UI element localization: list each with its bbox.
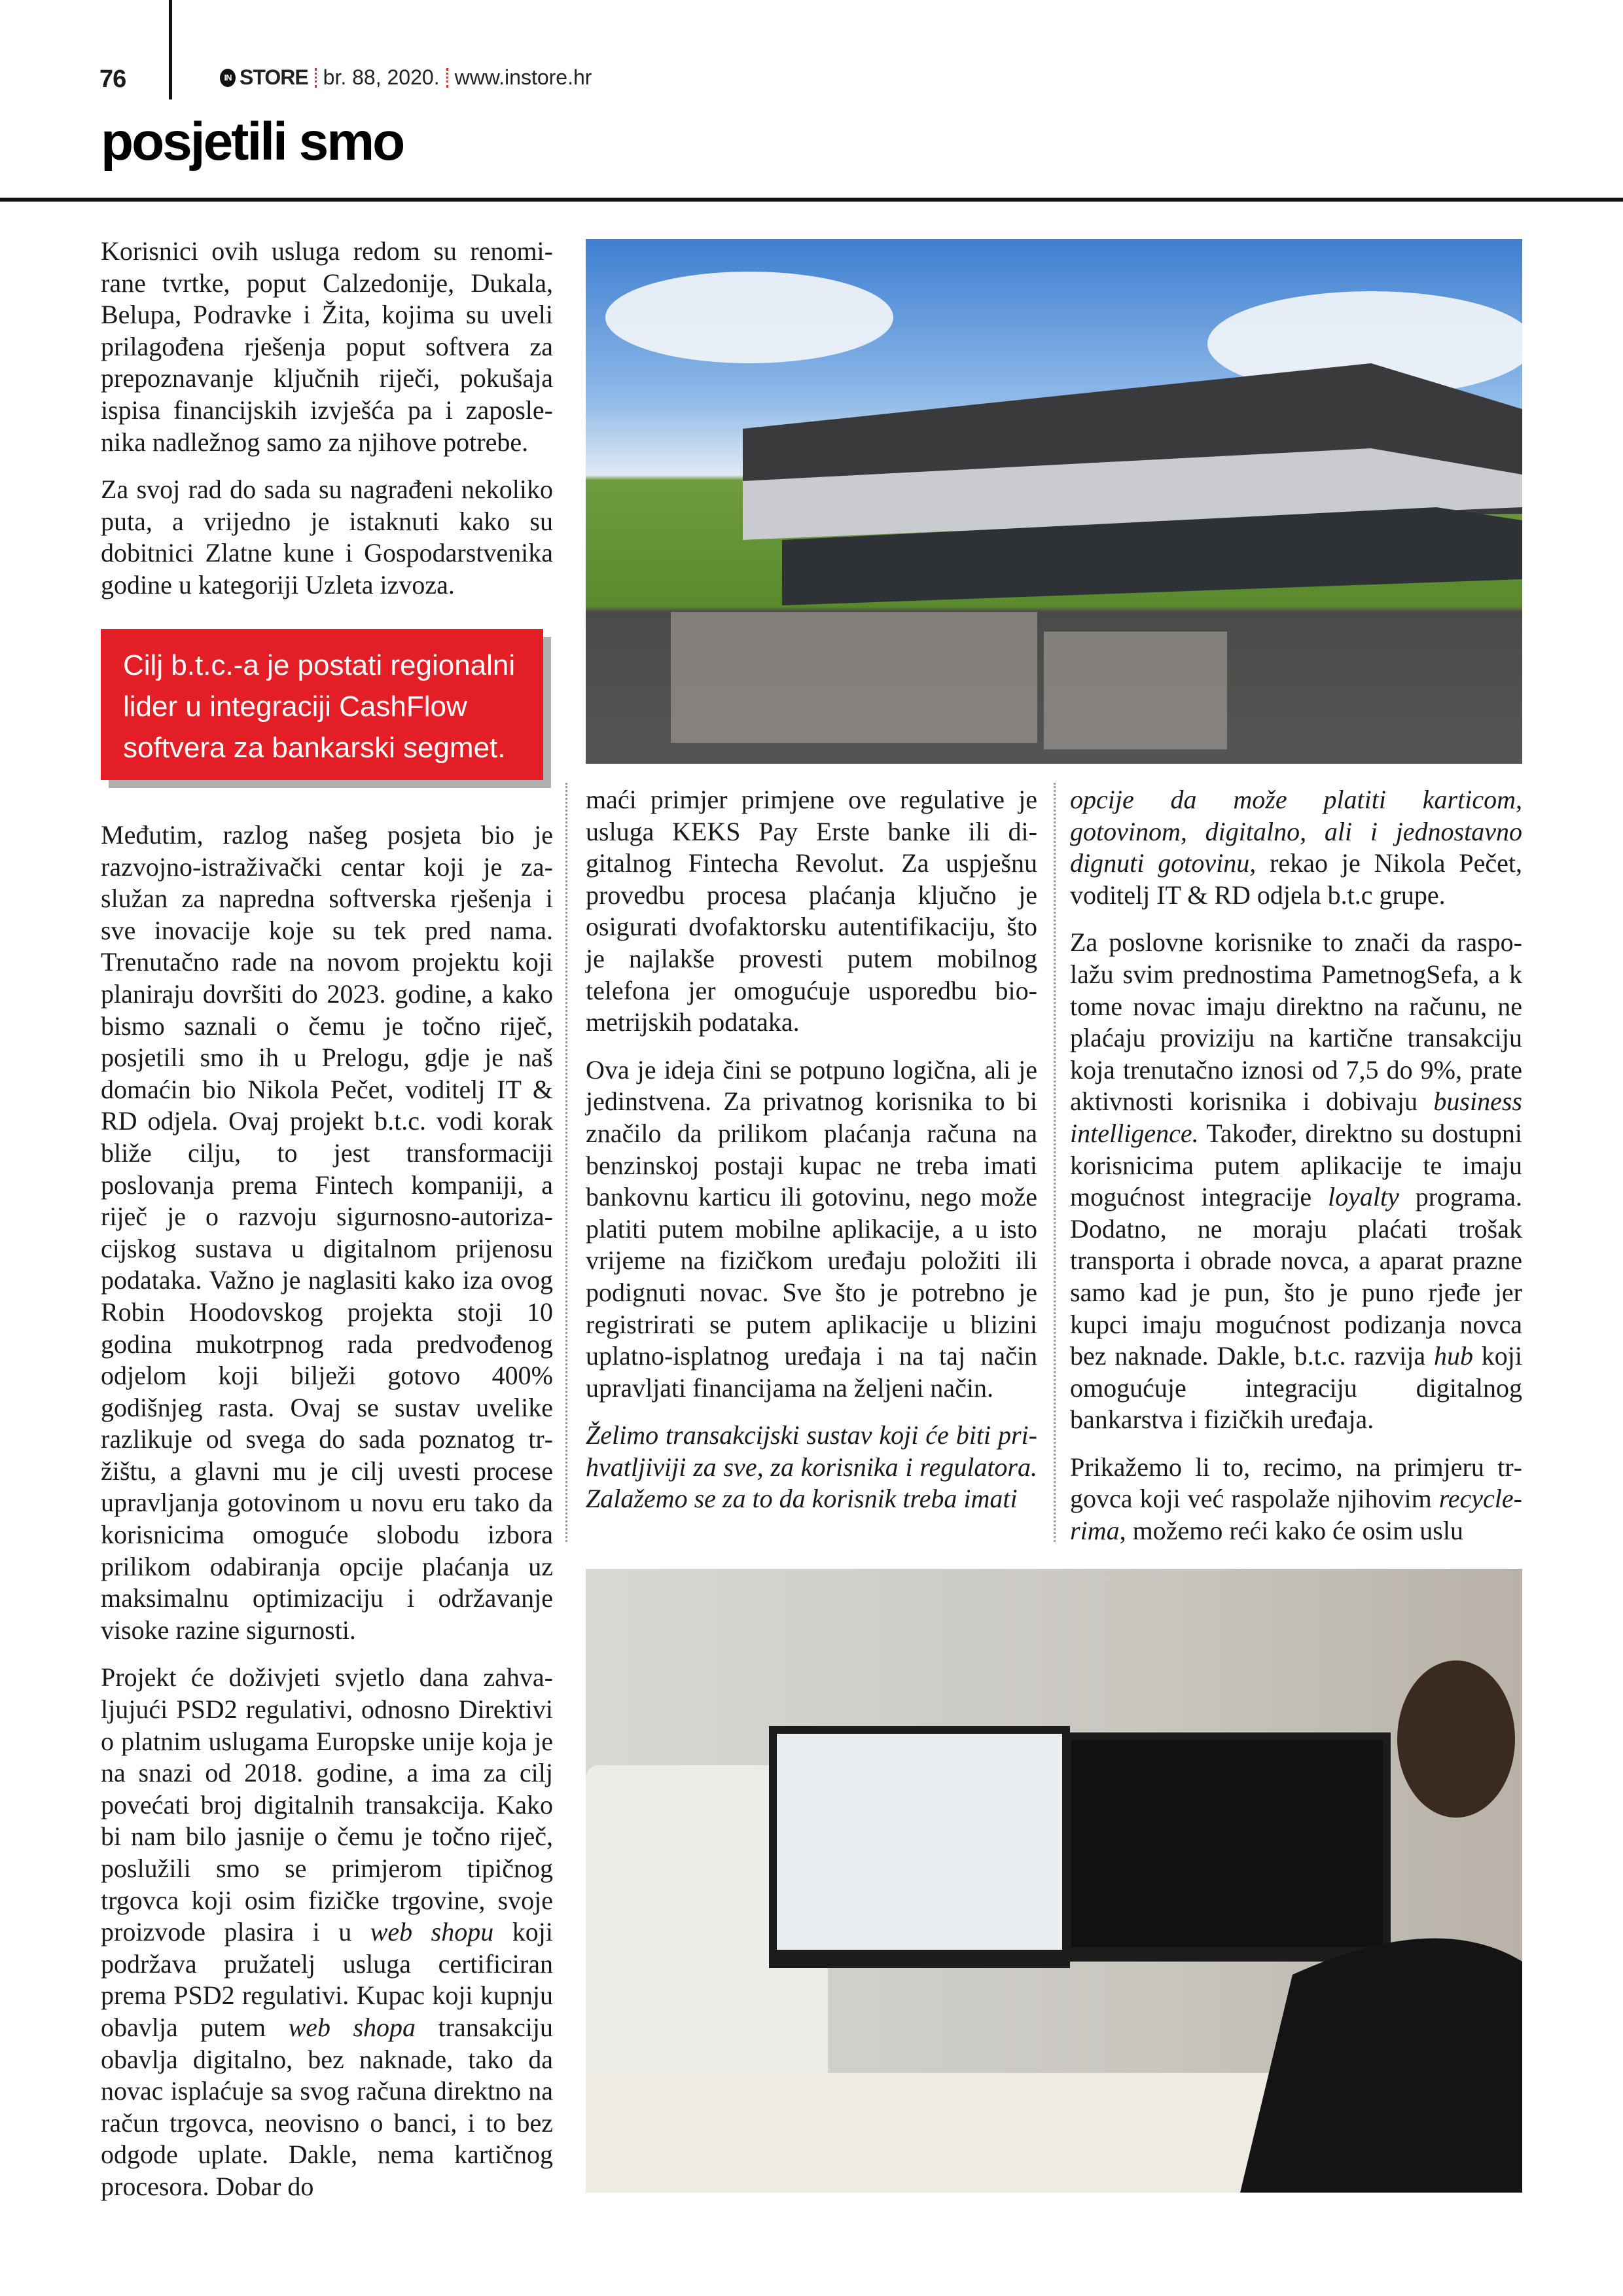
text: Međutim, razlog našeg posjeta bio je razvojno-istraživački centar koji je zaslužan za napredna softverska rješenja i sve inovacije koje su tek pred nama. Trenutačno rade na novom projektu koji planiraju dovršiti do 2023. godine, a kako bismo saznali o čemu je točno riječ, posjetili smo ih u Prelogu, gdje je naš domaćin bio Nikola Pečet, voditelj IT & RD odjela. Ovaj projekt b.t.c. vodi korak bliže cilju, to jest transformaciji poslovanja prema Fintech kompaniji, a riječ je o razvoju sigurnosno-autorizacijskog sustava u digitalnom prijenosu podataka. Važno je naglasiti kako iza ovog Robin Hoodovskog projekta stoji 10 godina mukotrpnog rada predvođenog odjelom koji bilježi gotovo 400% godišnjeg rasta. Ovaj se sustav uvelike razlikuje od svega do sada poznatog tržištu, a glavni mu je cilj uvesti procese upravljanja gotovinom u novu eru tako da korisnicima omoguće slobodu izbora prilikom odabiranja opcije plaćanja uz maksimalnu optimizaciju i održavanje visoke razine sigurnosti. — [101, 820, 553, 1645]
pull-quote: Cilj b.t.c.-a je postati regionalni lider u integraciji CashFlow softvera za bankarski segmet. — [101, 629, 543, 780]
italic-text: opcije da može platiti karticom, gotovinom, digitalno, ali i jednostavno dignuti gotovinu, — [1070, 785, 1522, 878]
text: rekao je Nikola Pečet, voditelj IT & RD odjela b.t.c grupe. — [1070, 848, 1522, 910]
website: www.instore.hr — [454, 65, 592, 89]
text: Prikažemo li to, recimo, na primjeru trgovca koji već raspolaže njihovim — [1070, 1452, 1522, 1514]
paragraph — [101, 236, 553, 458]
paragraph — [1070, 927, 1522, 1436]
issue-number: br. 88, 2020. — [323, 65, 440, 89]
building-photo — [586, 239, 1522, 764]
paragraph — [586, 1420, 1037, 1515]
column-1-bottom — [101, 819, 553, 2219]
dotted-separator — [446, 68, 448, 88]
header-rule — [0, 198, 1623, 202]
masthead — [220, 65, 592, 90]
italic-text: web shopu — [370, 1917, 494, 1947]
paragraph — [1070, 784, 1522, 911]
paragraph — [586, 1054, 1037, 1405]
page-number: 76 — [99, 65, 126, 93]
column-divider — [565, 783, 567, 1542]
text: maći primjer primjene ove regulative je usluga KEKS Pay Erste banke ili digitalnog Fintecha Revolut. Za uspješnu provedbu procesa plaćanja ključno je osigurati dvofaktorsku autentifikaciju, što je najlakše provesti putem mobilnog telefona jer omogućuje usporedbu biometrijskih podataka. — [586, 785, 1037, 1037]
column-3 — [1070, 784, 1522, 1563]
instore-logo: IN STORE — [220, 65, 308, 90]
dotted-separator — [315, 68, 317, 88]
italic-text: recyclerima — [1070, 1484, 1522, 1546]
paragraph — [586, 784, 1037, 1039]
logo-mark-icon: IN — [220, 69, 236, 87]
column-divider — [1054, 783, 1056, 1542]
paragraph — [1070, 1452, 1522, 1547]
column-2 — [586, 784, 1037, 1531]
text: Korisnici ovih usluga redom su renomirane tvrtke, poput Calzedonije, Dukala, Belupa, Podravke i Žita, kojima su uveli prilagođena rješenja poput softvera za prepoznavanje ključnih riječi, pokušaja ispisa financijskih izvješća pa i zaposlenika nadležnog samo za njihove potrebe. — [101, 236, 553, 457]
italic-text: business intelligence. — [1070, 1086, 1522, 1148]
italic-text: loyalty — [1328, 1182, 1399, 1212]
office-computers-photo — [586, 1569, 1522, 2193]
text: koji podržava pružatelj usluga certificiran prema PSD2 regulativi. Kupac koji kupnju obavlja putem — [101, 1917, 553, 2042]
paragraph — [101, 1662, 553, 2202]
paragraph — [101, 474, 553, 601]
text: koji omogućuje integraciju digitalnog bankarstva i fizičkih uređaja. — [1070, 1341, 1522, 1435]
text: Ova je ideja čini se potpuno logična, ali je jedinstvena. Za privatnog korisnika to bi značilo da prilikom plaćanja računa na benzinskoj postaji kupac ne treba imati bankovnu karticu ili gotovinu, nego može platiti putem mobilne aplikacije, a u isto vrijeme na fizičkom uređaju položiti ili podignuti novac. Sve što je potrebno je registrirati se putem aplikacije u blizini uplatno-isplatnog uređaja i na taj način upravljati financijama na željeni način. — [586, 1054, 1037, 1403]
text: Za svoj rad do sada su nagrađeni nekoliko puta, a vrijedno je istaknuti kako su dobitnici Zlatne kune i Gospodarstvenika godine u kategoriji Uzleta izvoza. — [101, 475, 553, 600]
text: , možemo reći kako će osim uslu — [1119, 1516, 1463, 1546]
column-1-top — [101, 236, 553, 617]
text: Također, direktno su dostupni korisnicima putem aplikacije te imaju mogućnost integracije — [1070, 1118, 1522, 1212]
section-title: posjetili smo — [101, 112, 404, 171]
header-divider — [169, 0, 172, 99]
text: transakciju obavlja digitalno, bez naknade, tako da novac isplaćuje sa svog računa direktno na račun trgovca, neovisno o banci, i to bez odgode uplate. Dakle, nema kartičnog procesora. Dobar do — [101, 2012, 553, 2201]
italic-text: Želimo transakcijski sustav koji će biti prihvatljiviji za sve, za korisnika i regulatora. Zalažemo se za to da korisnik treba imati — [586, 1420, 1037, 1514]
text: programa. Dodatno, ne moraju plaćati trošak transporta i obrade novca, a aparat prazne samo kad je pun, što je puno rjeđe jer kupci imaju mogućnost podizanja novca bez naknade. Dakle, b.t.c. razvija — [1070, 1182, 1522, 1371]
paragraph — [101, 819, 553, 1646]
italic-text: hub — [1433, 1341, 1473, 1371]
text: Projekt će doživjeti svjetlo dana zahvaljujući PSD2 regulativi, odnosno Direktivi o platnim uslugama Europske unije koja je na snazi od 2018. godine, a ima za cilj povećati broj digitalnih transakcija. Kako bi nam bilo jasnije o čemu je točno riječ, poslužili smo se primjerom tipičnog trgovca koji osim fizičke trgovine, svoje proizvode plasira i u — [101, 1662, 553, 1947]
text: Za poslovne korisnike to znači da raspolažu svim prednostima PametnogSefa, a k tome novac imaju direktno na računu, ne plaćaju proviziju na kartične transakciju koja trenutačno iznosi od 7,5 do 9%, prate aktivnosti korisnika i dobivaju — [1070, 927, 1522, 1117]
italic-text: web shopa — [288, 2012, 416, 2042]
